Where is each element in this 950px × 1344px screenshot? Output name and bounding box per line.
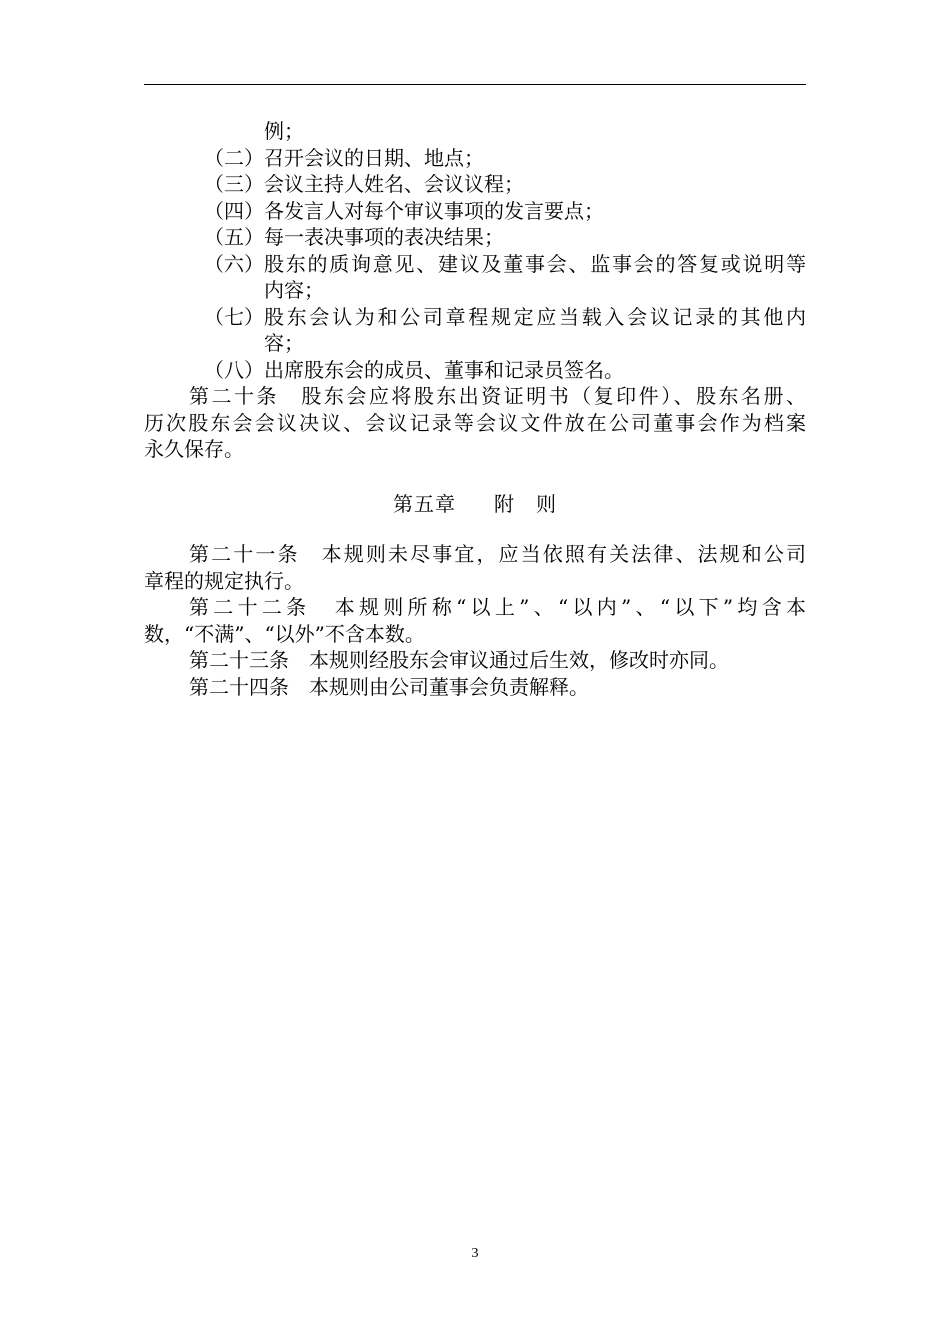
article-22-line-1: 第二十二条 本规则所称“以上”、“以内”、“以下”均含本	[189, 595, 806, 619]
chapter-number: 第五章	[393, 491, 456, 516]
article-23-line-1: 第二十三条 本规则经股东会审议通过后生效，修改时亦同。	[189, 648, 729, 672]
list-item-number: （七）	[204, 304, 264, 329]
document-body	[144, 118, 806, 700]
article-24	[144, 674, 806, 701]
list-item-text: 股东的质询意见、建议及董事会、监事会的答复或说明等	[264, 251, 806, 276]
article-20-line-1: 第二十条 股东会应将股东出资证明书（复印件）、股东名册、	[189, 384, 806, 408]
list-item-number: （三）	[204, 172, 264, 196]
article-20	[144, 383, 806, 463]
list-item-5	[144, 224, 806, 251]
chapter-heading	[144, 491, 806, 518]
list-item-3	[144, 171, 806, 198]
article-20-line-3: 永久保存。	[144, 437, 244, 461]
chapter-title: 附 则	[494, 491, 557, 516]
list-item-number: （二）	[204, 145, 264, 170]
list-item-text: 股东会认为和公司章程规定应当载入会议记录的其他内	[264, 304, 806, 329]
article-22-line-2: 数，“不满”、“以外”不含本数。	[144, 621, 425, 646]
list-item-text: 出席股东会的成员、董事和记录员签名。	[264, 357, 624, 382]
list-item-7	[144, 304, 806, 331]
article-24-line-1: 第二十四条 本规则由公司董事会负责解释。	[189, 674, 589, 699]
list-item-number: （四）	[204, 198, 264, 223]
article-21-line-1: 第二十一条 本规则未尽事宜，应当依照有关法律、法规和公司	[189, 542, 806, 566]
list-item-text: 召开会议的日期、地点；	[264, 145, 484, 170]
list-continuation: 例；	[264, 119, 304, 143]
article-20-line-2: 历次股东会会议决议、会议记录等会议文件放在公司董事会作为档案	[144, 410, 806, 435]
list-item-8	[144, 357, 806, 384]
page-number: 3	[471, 1246, 479, 1261]
list-item-4	[144, 198, 806, 225]
list-item-number: （八）	[204, 357, 264, 382]
list-item-number: （六）	[204, 251, 264, 276]
list-item-text: 会议主持人姓名、会议议程；	[264, 172, 524, 196]
list-item-6	[144, 251, 806, 278]
article-21-line-2: 章程的规定执行。	[144, 568, 304, 593]
list-item-text: 各发言人对每个审议事项的发言要点；	[264, 198, 604, 223]
article-23	[144, 647, 806, 674]
article-21	[144, 541, 806, 594]
list-item-text: 每一表决事项的表决结果；	[264, 225, 504, 249]
header-rule	[144, 84, 806, 85]
list-item-2	[144, 145, 806, 172]
list-item-6-continuation: 内容；	[264, 278, 324, 302]
list-item-7-continuation: 容；	[264, 331, 304, 355]
list-item-number: （五）	[204, 225, 264, 249]
article-22	[144, 594, 806, 647]
